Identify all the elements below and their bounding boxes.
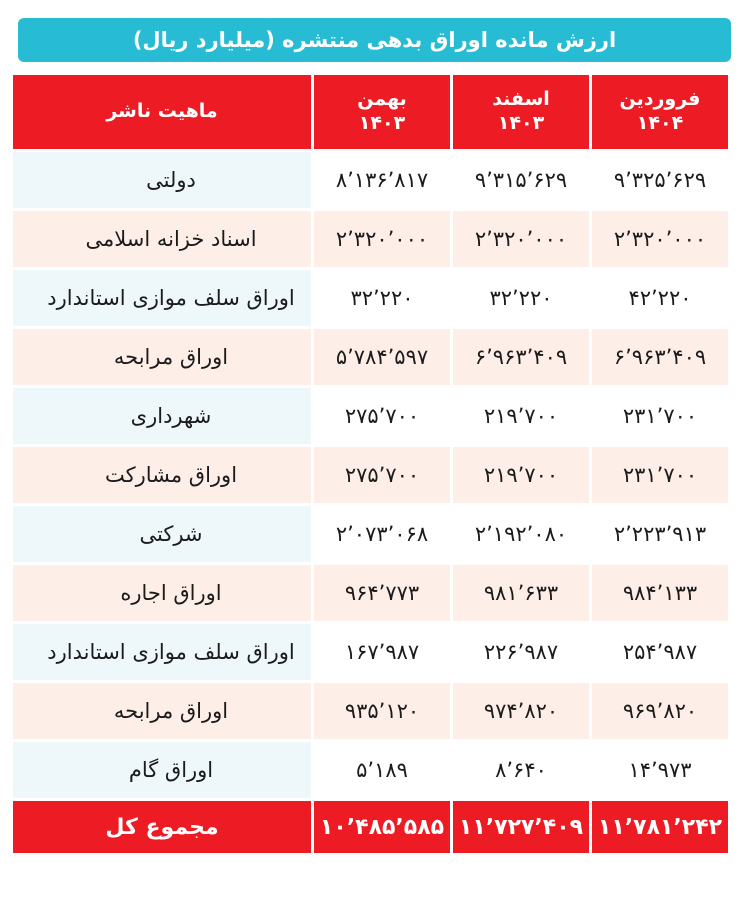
cell-esfand: ۲۱۹٬۷۰۰ — [453, 388, 589, 444]
table-row — [13, 211, 728, 267]
cell-farvardin: ۲۳۱٬۷۰۰ — [592, 447, 728, 503]
cell-esfand: ۶٬۹۶۳٬۴۰۹ — [453, 329, 589, 385]
table-row — [13, 388, 728, 444]
cell-bahman: ۲۷۵٬۷۰۰ — [314, 388, 450, 444]
cell-farvardin: ۹۶۹٬۸۲۰ — [592, 683, 728, 739]
table-row — [13, 565, 728, 621]
cell-bahman: ۱۶۷٬۹۸۷ — [314, 624, 450, 680]
cell-farvardin: ۹۸۴٬۱۳۳ — [592, 565, 728, 621]
cell-issuer-nature — [13, 329, 311, 385]
cell-issuer-nature — [13, 211, 311, 267]
header-month-name: فروردین — [619, 88, 701, 111]
issuer-nature-label: شهرداری — [130, 404, 212, 428]
cell-esfand: ۹۷۴٬۸۲۰ — [453, 683, 589, 739]
table-row — [13, 683, 728, 739]
cell-bahman: ۵٬۱۸۹ — [314, 742, 450, 798]
issuer-nature-label: دولتی — [146, 168, 196, 192]
cell-bahman: ۹۳۵٬۱۲۰ — [314, 683, 450, 739]
issuer-nature-label: اوراق گام — [128, 758, 214, 782]
cell-issuer-nature — [13, 447, 311, 503]
header-year: ۱۴۰۴ — [636, 112, 684, 134]
cell-esfand: ۸٬۶۴۰ — [453, 742, 589, 798]
cell-esfand: ۳۲٬۲۲۰ — [453, 270, 589, 326]
cell-issuer-nature — [13, 683, 311, 739]
cell-issuer-nature — [13, 565, 311, 621]
cell-esfand: ۲۱۹٬۷۰۰ — [453, 447, 589, 503]
cell-issuer-nature — [13, 506, 311, 562]
cell-issuer-nature — [13, 388, 311, 444]
cell-esfand: ۹۸۱٬۶۳۳ — [453, 565, 589, 621]
cell-farvardin: ۱۴٬۹۷۳ — [592, 742, 728, 798]
table-row — [13, 624, 728, 680]
cell-farvardin: ۹٬۳۲۵٬۶۲۹ — [592, 152, 728, 208]
total-label: مجموع کل — [13, 801, 311, 853]
issuer-nature-label: اسناد خزانه اسلامی — [85, 227, 257, 251]
cell-issuer-nature — [13, 742, 311, 798]
issuer-nature-label: اوراق مرابحه — [113, 699, 229, 723]
column-header-issuer-nature: ماهیت ناشر — [13, 75, 311, 149]
cell-esfand: ۲۲۶٬۹۸۷ — [453, 624, 589, 680]
cell-issuer-nature — [13, 152, 311, 208]
table-header — [13, 75, 728, 149]
column-header-bahman — [314, 75, 450, 149]
cell-bahman: ۹۶۴٬۷۷۳ — [314, 565, 450, 621]
cell-issuer-nature — [13, 624, 311, 680]
issuer-nature-label: اوراق سلف موازی استاندارد — [47, 640, 295, 664]
total-esfand: ۱۱٬۷۲۷٬۴۰۹ — [453, 801, 589, 853]
issuer-nature-label: اوراق مرابحه — [113, 345, 229, 369]
cell-farvardin: ۲٬۳۲۰٬۰۰۰ — [592, 211, 728, 267]
issuer-nature-label: اوراق مشارکت — [104, 463, 238, 487]
column-header-esfand — [453, 75, 589, 149]
chart-title: ارزش مانده اوراق بدهی منتشره (میلیارد ریال) — [132, 28, 617, 52]
cell-bahman: ۵٬۷۸۴٬۵۹۷ — [314, 329, 450, 385]
cell-esfand: ۲٬۱۹۲٬۰۸۰ — [453, 506, 589, 562]
header-month-name: بهمن — [357, 88, 407, 111]
header-year: ۱۴۰۳ — [358, 112, 406, 134]
cell-bahman: ۲٬۳۲۰٬۰۰۰ — [314, 211, 450, 267]
cell-esfand: ۲٬۳۲۰٬۰۰۰ — [453, 211, 589, 267]
cell-bahman: ۸٬۱۳۶٬۸۱۷ — [314, 152, 450, 208]
table-row — [13, 329, 728, 385]
header-year: ۱۴۰۳ — [497, 112, 545, 134]
cell-farvardin: ۲۳۱٬۷۰۰ — [592, 388, 728, 444]
header-month-name: اسفند — [492, 88, 550, 111]
cell-issuer-nature — [13, 270, 311, 326]
cell-bahman: ۳۲٬۲۲۰ — [314, 270, 450, 326]
cell-farvardin: ۲۵۴٬۹۸۷ — [592, 624, 728, 680]
issuer-nature-label: اوراق اجاره — [120, 581, 222, 605]
debt-securities-table — [10, 72, 731, 856]
issuer-nature-label: اوراق سلف موازی استاندارد — [47, 286, 295, 310]
table-row — [13, 742, 728, 798]
table-body — [13, 152, 728, 798]
total-row — [13, 801, 728, 853]
cell-esfand: ۹٬۳۱۵٬۶۲۹ — [453, 152, 589, 208]
cell-bahman: ۲۷۵٬۷۰۰ — [314, 447, 450, 503]
table-row — [13, 506, 728, 562]
column-header-farvardin — [592, 75, 728, 149]
cell-farvardin: ۶٬۹۶۳٬۴۰۹ — [592, 329, 728, 385]
table-row — [13, 447, 728, 503]
total-bahman: ۱۰٬۴۸۵٬۵۸۵ — [314, 801, 450, 853]
issuer-nature-label: شرکتی — [139, 522, 203, 546]
table-row — [13, 270, 728, 326]
infographic-sheet — [0, 18, 749, 918]
header-row — [13, 75, 728, 149]
cell-farvardin: ۲٬۲۲۳٬۹۱۳ — [592, 506, 728, 562]
total-farvardin: ۱۱٬۷۸۱٬۲۴۲ — [592, 801, 728, 853]
table-row — [13, 152, 728, 208]
cell-farvardin: ۴۲٬۲۲۰ — [592, 270, 728, 326]
cell-bahman: ۲٬۰۷۳٬۰۶۸ — [314, 506, 450, 562]
table-footer — [13, 801, 728, 853]
chart-title-bar — [18, 18, 731, 62]
